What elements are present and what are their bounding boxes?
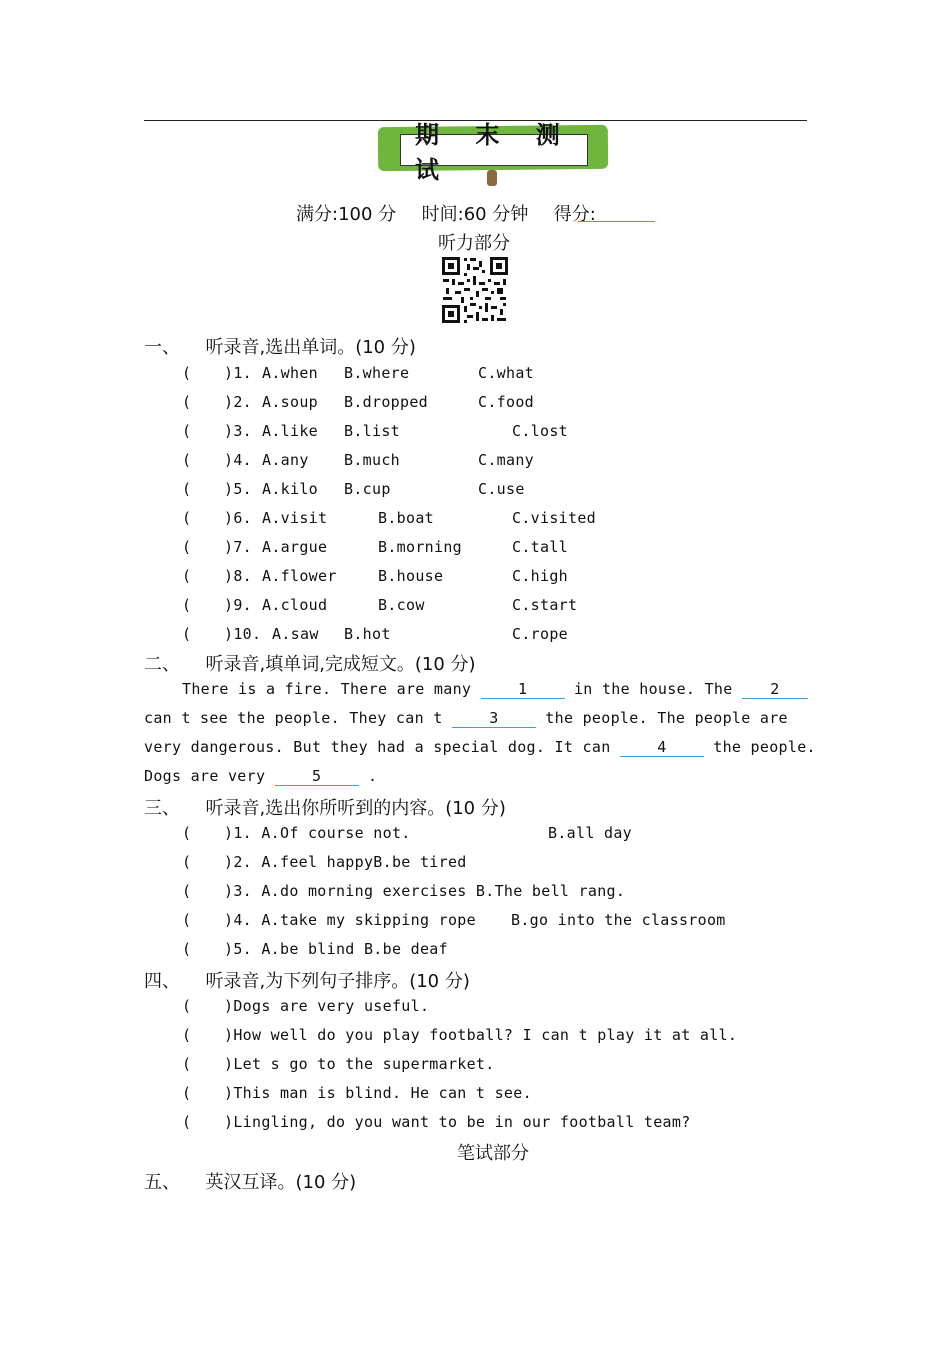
option-c: C.many (478, 451, 534, 469)
answer-paren[interactable]: ( (182, 911, 192, 929)
question-number: )8. (224, 567, 252, 585)
option-b: B.cow (378, 596, 425, 614)
answer-paren[interactable]: ( (182, 596, 192, 614)
passage-text: can t see the people. They can t (144, 709, 443, 727)
question-number: )2. (224, 393, 252, 411)
option-c: C.what (478, 364, 534, 382)
option-b: B.where (344, 364, 410, 382)
answer-paren[interactable]: ( (182, 451, 192, 469)
answer-paren[interactable]: ( (182, 1113, 192, 1131)
answer-blank-2[interactable]: 2 (742, 680, 808, 699)
section-1-number: 一、 (144, 337, 180, 358)
passage-text: in the house. The (573, 680, 733, 698)
section-4-title: 听录音,为下列句子排序。(10 分) (205, 971, 470, 992)
answer-paren[interactable]: ( (182, 567, 192, 585)
option-a: A.argue (262, 538, 328, 556)
answer-paren[interactable]: ( (182, 625, 192, 643)
section-2-number: 二、 (144, 654, 180, 675)
sentence-text: )How well do you play football? I can t play it at all. (224, 1026, 738, 1044)
passage-text: . (368, 767, 378, 785)
answer-paren[interactable]: ( (182, 393, 192, 411)
section-4-heading (144, 967, 470, 993)
answer-paren[interactable]: ( (182, 997, 192, 1015)
time-limit: 时间:60 分钟 (421, 204, 529, 225)
option-a: A.cloud (262, 596, 328, 614)
answer-paren[interactable]: ( (182, 1026, 192, 1044)
option-b: B.boat (378, 509, 434, 527)
sentence-text: )Let s go to the supermarket. (224, 1055, 495, 1073)
answer-paren[interactable]: ( (182, 422, 192, 440)
option-c: C.rope (512, 625, 568, 643)
passage-line-2 (144, 709, 788, 728)
question-number: )9. (224, 596, 252, 614)
section-3-title: 听录音,选出你所听到的内容。(10 分) (205, 798, 506, 819)
answer-paren[interactable]: ( (182, 940, 192, 958)
qr-code-icon (441, 256, 509, 324)
sentence-text: )This man is blind. He can t see. (224, 1084, 532, 1102)
passage-line-3 (144, 738, 816, 757)
section-5-heading (144, 1168, 356, 1194)
answer-paren[interactable]: ( (182, 824, 192, 842)
passage-text: There is a fire. There are many (182, 680, 472, 698)
option-b: B.dropped (344, 393, 428, 411)
option-c: C.start (512, 596, 578, 614)
listening-title: 听力部分 (438, 233, 510, 254)
score-blank[interactable] (578, 221, 655, 222)
option-b: B.cup (344, 480, 391, 498)
answer-paren[interactable]: ( (182, 509, 192, 527)
passage-line-1 (182, 680, 808, 699)
passage-text: the people. The people are (545, 709, 788, 727)
question-number: )3. (224, 422, 252, 440)
answer-paren[interactable]: ( (182, 1084, 192, 1102)
option-c: C.use (478, 480, 525, 498)
answer-paren[interactable]: ( (182, 364, 192, 382)
option-c: C.high (512, 567, 568, 585)
question-text: )1. A.Of course not. (224, 824, 411, 842)
answer-paren[interactable]: ( (182, 853, 192, 871)
sentence-text: )Dogs are very useful. (224, 997, 430, 1015)
question-text: )3. A.do morning exercises B.The bell rang. (224, 882, 626, 900)
answer-blank-4[interactable]: 4 (620, 738, 704, 757)
section-2-title: 听录音,填单词,完成短文。(10 分) (205, 654, 476, 675)
question-text: )4. A.take my skipping rope (224, 911, 476, 929)
section-3-number: 三、 (144, 798, 180, 819)
score-info (296, 200, 596, 226)
option-b: B.go into the classroom (511, 911, 726, 929)
option-b: B.much (344, 451, 400, 469)
option-a: A.any (262, 451, 309, 469)
option-a: A.when (262, 364, 318, 382)
answer-blank-5[interactable]: 5 (275, 767, 359, 786)
answer-blank-3[interactable]: 3 (452, 709, 536, 728)
sentence-text: )Lingling, do you want to be in our football team? (224, 1113, 691, 1131)
section-5-number: 五、 (144, 1172, 180, 1193)
option-b: B.all day (548, 824, 632, 842)
section-5-title: 英汉互译。(10 分) (205, 1172, 357, 1193)
section-2-heading (144, 650, 476, 676)
question-number: )5. (224, 480, 252, 498)
section-3-heading (144, 794, 506, 820)
option-b: B.morning (378, 538, 462, 556)
passage-text: the people. (713, 738, 816, 756)
option-a: A.flower (262, 567, 337, 585)
passage-line-4 (144, 767, 377, 786)
answer-paren[interactable]: ( (182, 538, 192, 556)
option-a: A.kilo (262, 480, 318, 498)
question-number: )1. (224, 364, 252, 382)
question-text: )5. A.be blind B.be deaf (224, 940, 448, 958)
full-score: 满分:100 分 (296, 204, 397, 225)
passage-text: very dangerous. But they had a special dog. It can (144, 738, 611, 756)
page-title: 期 末 测 试 (415, 120, 574, 184)
banner-post (487, 170, 497, 186)
option-b: B.list (344, 422, 400, 440)
section-1-title: 听录音,选出单词。(10 分) (205, 337, 416, 358)
option-a: A.like (262, 422, 318, 440)
option-a: A.saw (272, 625, 319, 643)
option-b: B.house (378, 567, 444, 585)
banner-board (400, 120, 588, 184)
option-a: A.visit (262, 509, 328, 527)
title-banner (378, 120, 612, 184)
option-c: C.lost (512, 422, 568, 440)
answer-paren[interactable]: ( (182, 1055, 192, 1073)
option-a: A.soup (262, 393, 318, 411)
option-b: B.hot (344, 625, 391, 643)
question-number: )7. (224, 538, 252, 556)
score-label: 得分: (553, 204, 596, 225)
option-c: C.visited (512, 509, 596, 527)
question-number: )10. (224, 625, 262, 643)
passage-text: Dogs are very (144, 767, 266, 785)
answer-paren[interactable]: ( (182, 882, 192, 900)
answer-blank-1[interactable]: 1 (481, 680, 565, 699)
question-number: )4. (224, 451, 252, 469)
option-c: C.tall (512, 538, 568, 556)
answer-paren[interactable]: ( (182, 480, 192, 498)
section-1-heading (144, 333, 416, 359)
option-c: C.food (478, 393, 534, 411)
question-text: )2. A.feel happyB.be tired (224, 853, 467, 871)
section-4-number: 四、 (144, 971, 180, 992)
writing-title: 笔试部分 (457, 1143, 529, 1164)
question-number: )6. (224, 509, 252, 527)
